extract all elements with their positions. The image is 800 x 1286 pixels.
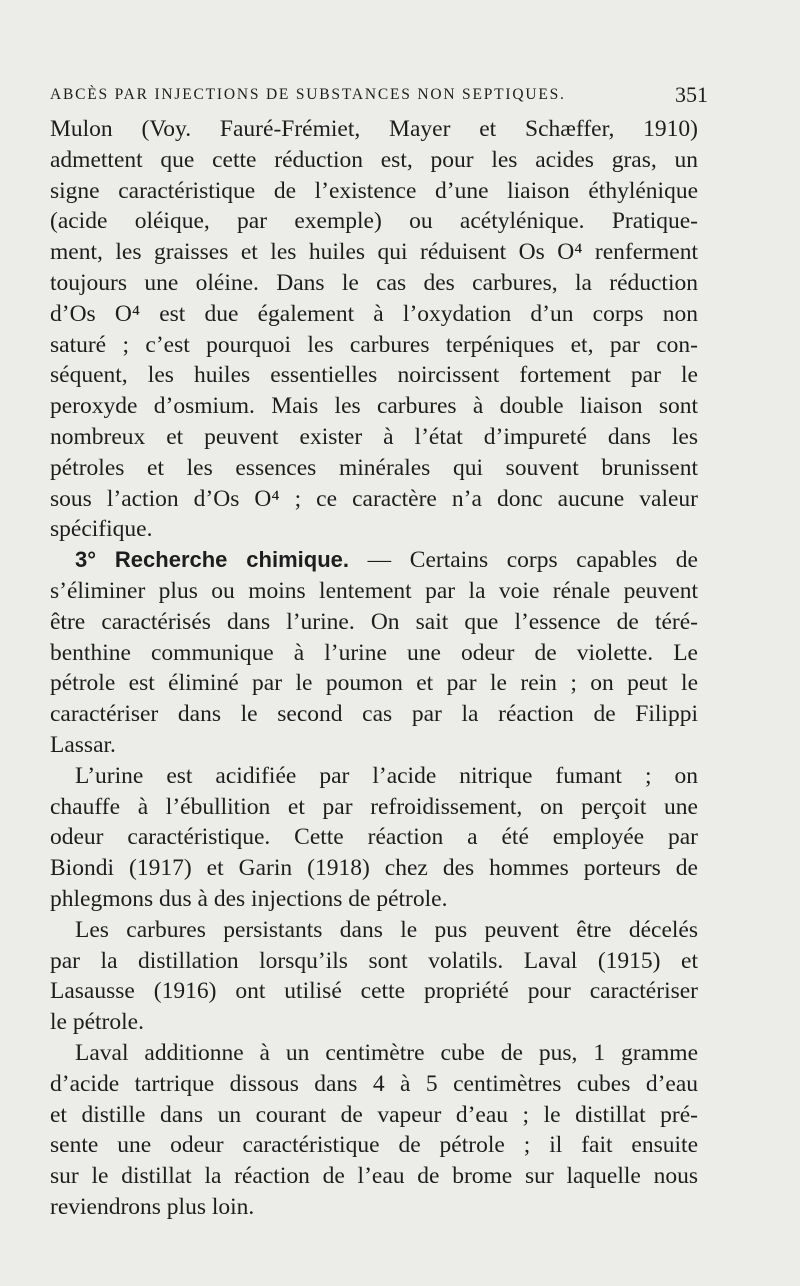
text-line: sous l’action d’Os O⁴ ; ce caractère n’a donc aucune valeur: [50, 485, 698, 512]
text-line: par la distillation lorsqu’ils sont volatils. Laval (1915) et: [50, 947, 698, 974]
text-line: sente une odeur caractéristique de pétrole ; il fait ensuite: [50, 1132, 698, 1159]
text-line: et distille dans un courant de vapeur d’eau ; le distillat pré-: [50, 1101, 698, 1128]
paragraph-end-line: Lassar.: [50, 731, 116, 758]
text-line: benthine communique à l’urine une odeur de violette. Le: [50, 639, 698, 666]
text-line: Biondi (1917) et Garin (1918) chez des hommes porteurs de: [50, 855, 698, 882]
paragraph-end-line: le pétrole.: [50, 1009, 144, 1036]
text-line: ment, les graisses et les huiles qui réduisent Os O⁴ renferment: [50, 239, 698, 266]
text-line: (acide oléique, par exemple) ou acétylénique. Pratique-: [50, 208, 698, 235]
paragraph-end-line: reviendrons plus loin.: [50, 1193, 255, 1220]
text-line: pétroles et les essences minérales qui souvent brunissent: [50, 454, 698, 481]
text-line: Mulon (Voy. Fauré-Frémiet, Mayer et Schæffer, 1910): [50, 116, 698, 142]
text-line: peroxyde d’osmium. Mais les carbures à double liaison sont: [50, 393, 698, 420]
section-heading-line: [50, 545, 698, 576]
paragraph-end-line: spécifique.: [50, 516, 153, 543]
text-line: séquent, les huiles essentielles noircissent fortement par le: [50, 362, 698, 389]
text-line: s’éliminer plus ou moins lentement par la voie rénale peuvent: [50, 577, 698, 604]
text-line: être caractérisés dans l’urine. On sait que l’essence de téré-: [50, 608, 698, 635]
text-line: d’acide tartrique dissous dans 4 à 5 centimètres cubes d’eau: [50, 1070, 698, 1097]
body-text: [50, 114, 698, 1223]
text-line: Laval additionne à un centimètre cube de pus, 1 gramme: [75, 1039, 698, 1066]
text-line: saturé ; c’est pourquoi les carbures terpéniques et, par con-: [50, 331, 698, 358]
text-line: nombreux et peuvent exister à l’état d’impureté dans les: [50, 423, 698, 450]
text-line: signe caractéristique de l’existence d’une liaison éthylénique: [50, 177, 698, 204]
text-line: caractériser dans le second cas par la réaction de Filippi: [50, 701, 698, 728]
text-line: odeur caractéristique. Cette réaction a été employée par: [50, 824, 698, 851]
running-title: ABCÈS PAR INJECTIONS DE SUBSTANCES NON SEPTIQUES.: [50, 86, 566, 103]
text-line: chauffe à l’ébullition et par refroidissement, on perçoit une: [50, 793, 698, 820]
paragraph-end-line: phlegmons dus à des injections de pétrole.: [50, 885, 448, 912]
text-line: Lasausse (1916) ont utilisé cette propriété pour caractériser: [50, 978, 698, 1005]
section-heading: 3° Recherche chimique.: [75, 547, 349, 573]
page-number: 351: [675, 82, 708, 107]
section-heading-continuation: — Certains corps capables de: [348, 547, 698, 574]
running-header: [50, 80, 708, 112]
text-line: d’Os O⁴ est due également à l’oxydation d’un corps non: [50, 300, 698, 327]
text-line: Les carbures persistants dans le pus peuvent être décelés: [75, 916, 698, 943]
text-line: toujours une oléine. Dans le cas des carbures, la réduction: [50, 269, 698, 296]
text-line: admettent que cette réduction est, pour les acides gras, un: [50, 146, 698, 173]
text-line: sur le distillat la réaction de l’eau de brome sur laquelle nous: [50, 1163, 698, 1190]
text-line: pétrole est éliminé par le poumon et par le rein ; on peut le: [50, 670, 698, 697]
text-line: L’urine est acidifiée par l’acide nitrique fumant ; on: [75, 762, 698, 789]
